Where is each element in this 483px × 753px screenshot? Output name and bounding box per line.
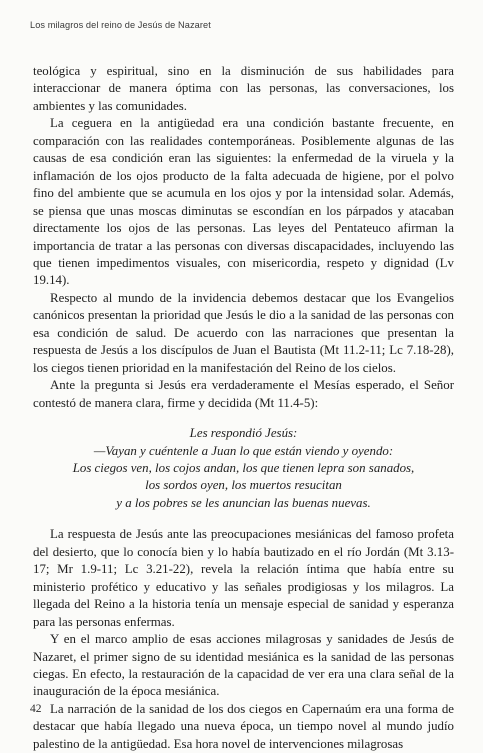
paragraph-4: Ante la pregunta si Jesús era verdaderamente el Mesías esperado, el Señor contestó de manera clara, firme y decidida (Mt 11.4-5): (33, 378, 454, 410)
paragraph-5: La respuesta de Jesús ante las preocupaciones mesiánicas del famoso profeta del desierto, que lo conocía bien y lo había bautizado en el río Jordán (Mt 3.13-17; Mr 1.9-11; Lc 3.21-22), revela la relación íntima que había entre su ministerio profético y educativo y las señales prodigiosas y los milagros. La llegada del Reino a la historia tenía un mensaje especial de sanidad y esperanza para las personas enfermas. (33, 527, 454, 629)
quote-line: Les respondió Jesús: (189, 426, 298, 441)
block-quote (33, 425, 454, 512)
running-head: Los milagros del reino de Jesús de Nazaret (30, 20, 211, 30)
quote-line: y a los pobres se les anuncian las buenas nuevas. (116, 495, 371, 510)
body-text (33, 63, 454, 753)
paragraph-7: La narración de la sanidad de los dos ciegos en Capernaúm era una forma de destacar que había llegado una nueva época, un tiempo novel al mundo judío palestino de la antigüedad. Esa hora novel de intervenciones milagrosas (33, 701, 454, 751)
paragraph-3: Respecto al mundo de la invidencia debemos destacar que los Evangelios canónicos presentan la prioridad que Jesús le dio a la sanidad de las personas con esa condición de salud. De acuerdo con las narraciones que presentan la respuesta de Jesús a los discípulos de Juan el Bautista (Mt 11.2-11; Lc 7.18-28), los ciegos tienen prioridad en la manifestación del Reino de los cielos. (33, 290, 454, 375)
quote-line: Los ciegos ven, los cojos andan, los que tienen lepra son sanados, (72, 460, 415, 475)
page-number: 42 (30, 703, 42, 715)
quote-line: los sordos oyen, los muertos resucitan (145, 478, 342, 493)
paragraph-1: teológica y espiritual, sino en la disminución de sus habilidades para interaccionar de manera óptima con las personas, las conversaciones, los ambientes y las comunidades. (33, 64, 454, 113)
paragraph-2: La ceguera en la antigüedad era una condición bastante frecuente, en comparación con las realidades contemporáneas. Posiblemente algunas de las causas de esa condición eran las siguientes: la enfermedad de la viruela y la inflamación de los ojos producto de la falta adecuada de higiene, por el polvo fino del ambiente que se acumula en los ojos y por la intensidad solar. Además, se piensa que unas moscas diminutas se escondían en los párpados y atacaban directamente los ojos de las personas. Las leyes del Pentateuco afirman la importancia de tratar a las personas con diversas discapacidades, incluyendo las que tienen impedimentos visuales, con misericordia, respeto y dignidad (Lv 19.14). (33, 116, 454, 288)
paragraph-6: Y en el marco amplio de esas acciones milagrosas y sanidades de Jesús de Nazaret, el primer signo de su identidad mesiánica es la sanidad de las personas ciegas. En efecto, la restauración de la capacidad de ver era una clara señal de la inauguración de la época mesiánica. (33, 632, 454, 699)
quote-line: —Vayan y cuéntenle a Juan lo que están viendo y oyendo: (93, 443, 394, 458)
